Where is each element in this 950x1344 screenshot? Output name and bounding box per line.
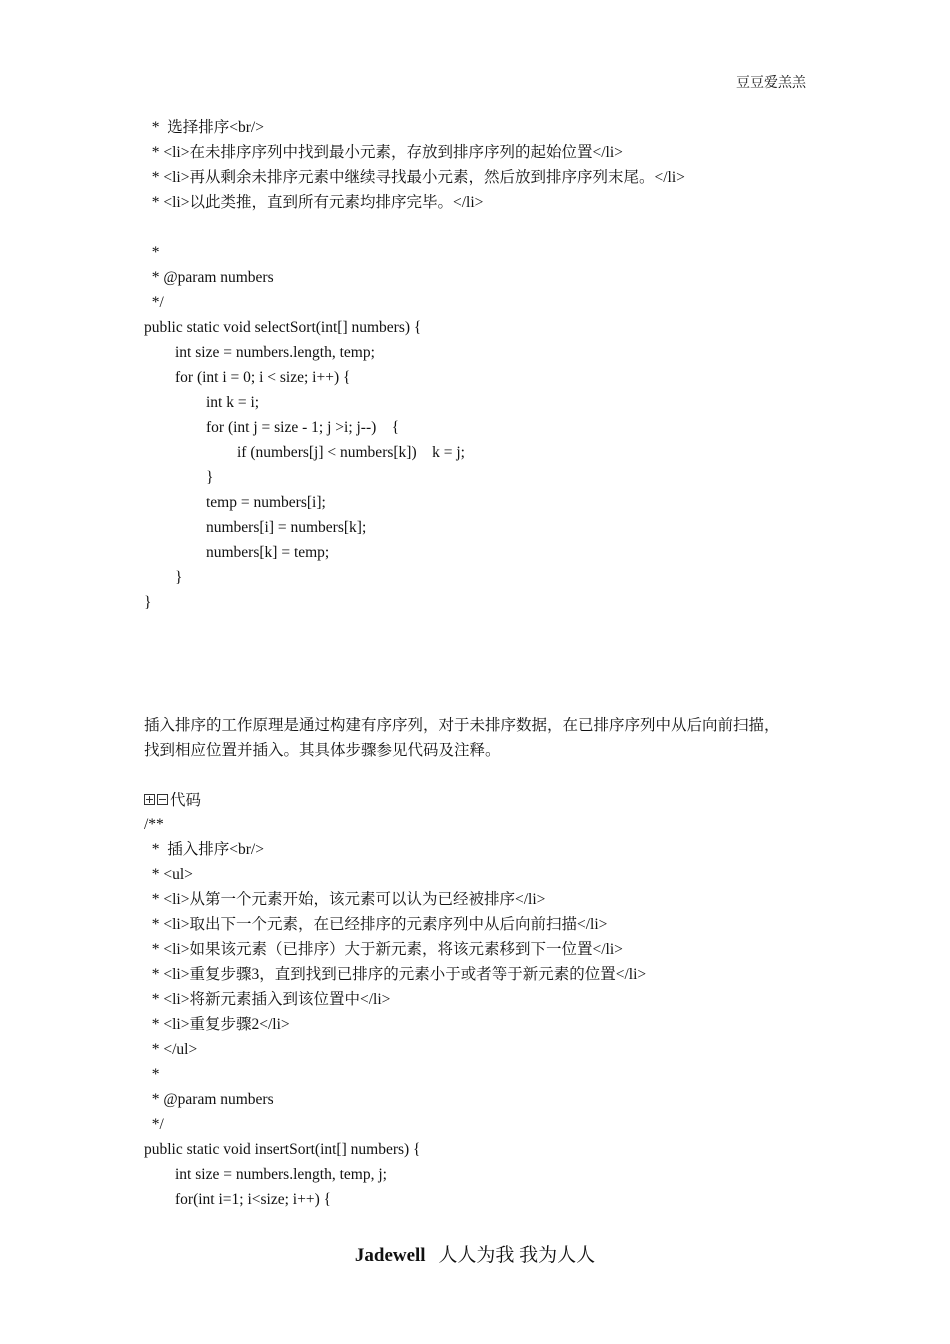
code-line: * <li>从第一个元素开始，该元素可以认为已经被排序</li>	[144, 891, 546, 908]
code-line: numbers[k] = temp;	[144, 544, 330, 561]
code-line: }	[144, 569, 183, 586]
code-line: for(int i=1; i<size; i++) {	[144, 1191, 332, 1208]
code-line: * <li>如果该元素（已排序）大于新元素，将该元素移到下一位置</li>	[144, 941, 623, 958]
code-line: numbers[i] = numbers[k];	[144, 519, 367, 536]
code-line: int size = numbers.length, temp, j;	[144, 1166, 387, 1183]
code-line: * <ul>	[144, 866, 193, 883]
code-line: temp = numbers[i];	[144, 494, 326, 511]
code-toggle-label: 代码	[170, 792, 202, 809]
code-line: public static void selectSort(int[] numbers) {	[144, 319, 422, 336]
code-line: /**	[144, 816, 164, 833]
footer-brand: Jadewell	[354, 1245, 426, 1266]
code-line: */	[144, 1116, 164, 1133]
code-line: * <li>再从剩余未排序元素中继续寻找最小元素，然后放到排序序列末尾。</li>	[144, 169, 685, 186]
code-line: }	[144, 594, 152, 611]
code-line: for (int i = 0; i < size; i++) {	[144, 369, 351, 386]
code-line: */	[144, 294, 164, 311]
header-author: 豆豆爱羔羔	[736, 76, 806, 91]
code-line: *	[144, 1066, 160, 1083]
code-line: * <li>将新元素插入到该位置中</li>	[144, 991, 391, 1008]
code-line: * <li>以此类推，直到所有元素均排序完毕。</li>	[144, 194, 484, 211]
code-line: int k = i;	[144, 394, 260, 411]
code-line: }	[144, 469, 214, 486]
code-toggle[interactable]	[144, 788, 201, 810]
collapse-icon[interactable]	[157, 794, 168, 805]
code-line: * 选择排序<br/>	[144, 119, 264, 136]
code-line: if (numbers[j] < numbers[k]) k = j;	[144, 444, 465, 461]
code-line: * <li>取出下一个元素，在已经排序的元素序列中从后向前扫描</li>	[144, 916, 608, 933]
code-line: for (int j = size - 1; j >i; j--) {	[144, 419, 400, 436]
code-line: * @param numbers	[144, 269, 274, 286]
intro-line: 插入排序的工作原理是通过构建有序序列，对于未排序数据，在已排序序列中从后向前扫描，	[144, 717, 780, 734]
footer-motto: 人人为我 我为人人	[438, 1245, 596, 1266]
code-line: * <li>重复步骤2</li>	[144, 1016, 290, 1033]
code-line: public static void insertSort(int[] numbers) {	[144, 1141, 421, 1158]
insert-sort-intro	[144, 713, 809, 763]
page-footer	[0, 1240, 950, 1267]
code-line: int size = numbers.length, temp;	[144, 344, 375, 361]
code-line: *	[144, 244, 160, 261]
code-line: * <li>重复步骤3，直到找到已排序的元素小于或者等于新元素的位置</li>	[144, 966, 647, 983]
code-line: * 插入排序<br/>	[144, 841, 264, 858]
expand-icon[interactable]	[144, 794, 155, 805]
code-line: * </ul>	[144, 1041, 198, 1058]
code-line: * <li>在未排序序列中找到最小元素，存放到排序序列的起始位置</li>	[144, 144, 623, 161]
code-line: * @param numbers	[144, 1091, 274, 1108]
intro-line: 找到相应位置并插入。其具体步骤参见代码及注释。	[144, 742, 501, 759]
